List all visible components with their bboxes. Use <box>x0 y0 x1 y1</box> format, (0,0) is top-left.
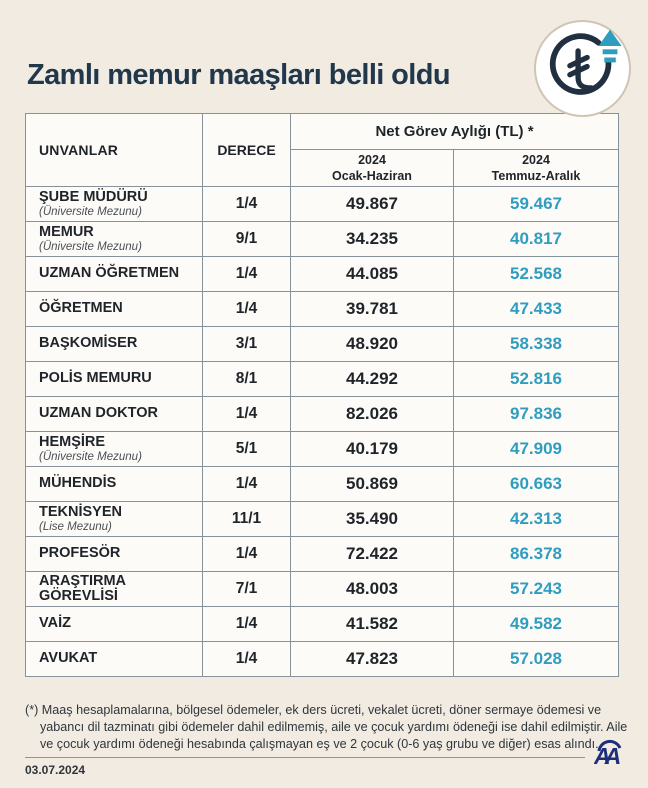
derece-cell: 3/1 <box>203 327 291 362</box>
row-title: TEKNİSYEN <box>39 503 122 520</box>
row-title-cell <box>26 467 203 502</box>
table-row <box>26 642 619 677</box>
salary-jul-dec-cell: 97.836 <box>454 397 619 432</box>
derece-cell: 1/4 <box>203 467 291 502</box>
column-header-temmuz-aralik <box>454 150 619 187</box>
row-title-cell <box>26 572 203 607</box>
salary-jul-dec-cell: 60.663 <box>454 467 619 502</box>
publish-date: 03.07.2024 <box>25 763 86 777</box>
row-title-cell <box>26 537 203 572</box>
row-title-cell <box>26 397 203 432</box>
row-title: ÖĞRETMEN <box>39 300 123 317</box>
table-row <box>26 187 619 222</box>
salary-jan-jun-cell: 44.085 <box>291 257 454 292</box>
row-title-cell <box>26 187 203 222</box>
subheader-year-2: 2024 <box>522 152 550 167</box>
row-title: MÜHENDİS <box>39 475 117 492</box>
svg-text:AA: AA <box>594 743 616 768</box>
row-title: HEMŞİRE <box>39 433 106 450</box>
row-subtitle: (Üniversite Mezunu) <box>39 241 142 254</box>
subheader-period-1: Ocak-Haziran <box>332 169 412 183</box>
row-title-cell <box>26 292 203 327</box>
salary-jul-dec-cell: 58.338 <box>454 327 619 362</box>
derece-cell: 1/4 <box>203 187 291 222</box>
salary-jan-jun-cell: 40.179 <box>291 432 454 467</box>
row-title: BAŞKOMİSER <box>39 335 138 352</box>
derece-cell: 1/4 <box>203 642 291 677</box>
derece-cell: 7/1 <box>203 572 291 607</box>
anadolu-agency-aa-icon <box>594 738 626 768</box>
salary-jan-jun-cell: 44.292 <box>291 362 454 397</box>
salary-jul-dec-cell: 40.817 <box>454 222 619 257</box>
column-header-net-gorev-ayligi: Net Görev Aylığı (TL) * <box>291 114 619 150</box>
row-title-cell <box>26 257 203 292</box>
salary-jul-dec-cell: 42.313 <box>454 502 619 537</box>
row-title-cell <box>26 327 203 362</box>
table-row <box>26 432 619 467</box>
table-row <box>26 292 619 327</box>
derece-cell: 5/1 <box>203 432 291 467</box>
row-subtitle: (Üniversite Mezunu) <box>39 206 142 219</box>
column-header-derece: DERECE <box>203 114 291 187</box>
table-row <box>26 327 619 362</box>
salary-jul-dec-cell: 86.378 <box>454 537 619 572</box>
row-title-cell <box>26 607 203 642</box>
salary-jan-jun-cell: 49.867 <box>291 187 454 222</box>
row-title: PROFESÖR <box>39 545 121 562</box>
footer-divider <box>25 757 585 758</box>
row-title-cell <box>26 432 203 467</box>
salary-jan-jun-cell: 35.490 <box>291 502 454 537</box>
row-title: UZMAN ÖĞRETMEN <box>39 265 180 282</box>
row-title: VAİZ <box>39 615 71 632</box>
derece-cell: 1/4 <box>203 257 291 292</box>
table-row <box>26 397 619 432</box>
table-row <box>26 572 619 607</box>
footnote: (*) Maaş hesaplamalarına, bölgesel ödemeler, ek ders ücreti, vekalet ücreti, döner sermaye ödemesi ve yabancı dil tazminatı gibi ödemeler dahil edilmemiş, aile ve çocuk yardımı ödeneği ise dahil edilmiştir. Aile ve çocuk yardımı ödeneği hesabında çalışmayan eş ve 2 çocuk (0-6 yaş grubu ve diğer) esas alındı. <box>25 702 628 751</box>
row-title: AVUKAT <box>39 650 98 667</box>
salary-jan-jun-cell: 50.869 <box>291 467 454 502</box>
derece-cell: 1/4 <box>203 397 291 432</box>
row-title: ŞUBE MÜDÜRÜ <box>39 188 148 205</box>
derece-cell: 1/4 <box>203 607 291 642</box>
salary-jul-dec-cell: 59.467 <box>454 187 619 222</box>
salary-jan-jun-cell: 48.920 <box>291 327 454 362</box>
column-header-unvanlar: UNVANLAR <box>26 114 203 187</box>
subheader-year-1: 2024 <box>358 152 386 167</box>
table-row <box>26 502 619 537</box>
row-title-cell <box>26 502 203 537</box>
salary-jan-jun-cell: 82.026 <box>291 397 454 432</box>
salary-jan-jun-cell: 72.422 <box>291 537 454 572</box>
salary-jul-dec-cell: 57.243 <box>454 572 619 607</box>
salary-jan-jun-cell: 41.582 <box>291 607 454 642</box>
salary-jan-jun-cell: 48.003 <box>291 572 454 607</box>
salary-jan-jun-cell: 39.781 <box>291 292 454 327</box>
salary-jul-dec-cell: 47.433 <box>454 292 619 327</box>
column-header-ocak-haziran <box>291 150 454 187</box>
salary-jul-dec-cell: 52.816 <box>454 362 619 397</box>
salary-jul-dec-cell: 49.582 <box>454 607 619 642</box>
row-title-cell <box>26 362 203 397</box>
row-title: ARAŞTIRMA GÖREVLİSİ <box>39 572 126 604</box>
row-title: UZMAN DOKTOR <box>39 405 158 422</box>
salary-jan-jun-cell: 47.823 <box>291 642 454 677</box>
table-row <box>26 362 619 397</box>
salary-table <box>25 113 619 677</box>
table-row <box>26 607 619 642</box>
lira-rise-badge <box>534 20 631 117</box>
salary-jul-dec-cell: 52.568 <box>454 257 619 292</box>
row-title-cell <box>26 642 203 677</box>
header-row-group <box>26 114 619 150</box>
page-title: Zamlı memur maaşları belli oldu <box>27 59 450 92</box>
row-title-cell <box>26 222 203 257</box>
derece-cell: 9/1 <box>203 222 291 257</box>
derece-cell: 11/1 <box>203 502 291 537</box>
row-title: POLİS MEMURU <box>39 370 152 387</box>
subheader-period-2: Temmuz-Aralık <box>491 169 581 183</box>
table-row <box>26 467 619 502</box>
row-title: MEMUR <box>39 223 94 240</box>
row-subtitle: (Üniversite Mezunu) <box>39 451 142 464</box>
table-row <box>26 537 619 572</box>
lira-circle-up-arrow-icon <box>542 28 624 110</box>
table-row <box>26 257 619 292</box>
derece-cell: 1/4 <box>203 537 291 572</box>
salary-jan-jun-cell: 34.235 <box>291 222 454 257</box>
table-row <box>26 222 619 257</box>
row-subtitle: (Lise Mezunu) <box>39 521 112 534</box>
derece-cell: 8/1 <box>203 362 291 397</box>
derece-cell: 1/4 <box>203 292 291 327</box>
salary-jul-dec-cell: 57.028 <box>454 642 619 677</box>
salary-jul-dec-cell: 47.909 <box>454 432 619 467</box>
